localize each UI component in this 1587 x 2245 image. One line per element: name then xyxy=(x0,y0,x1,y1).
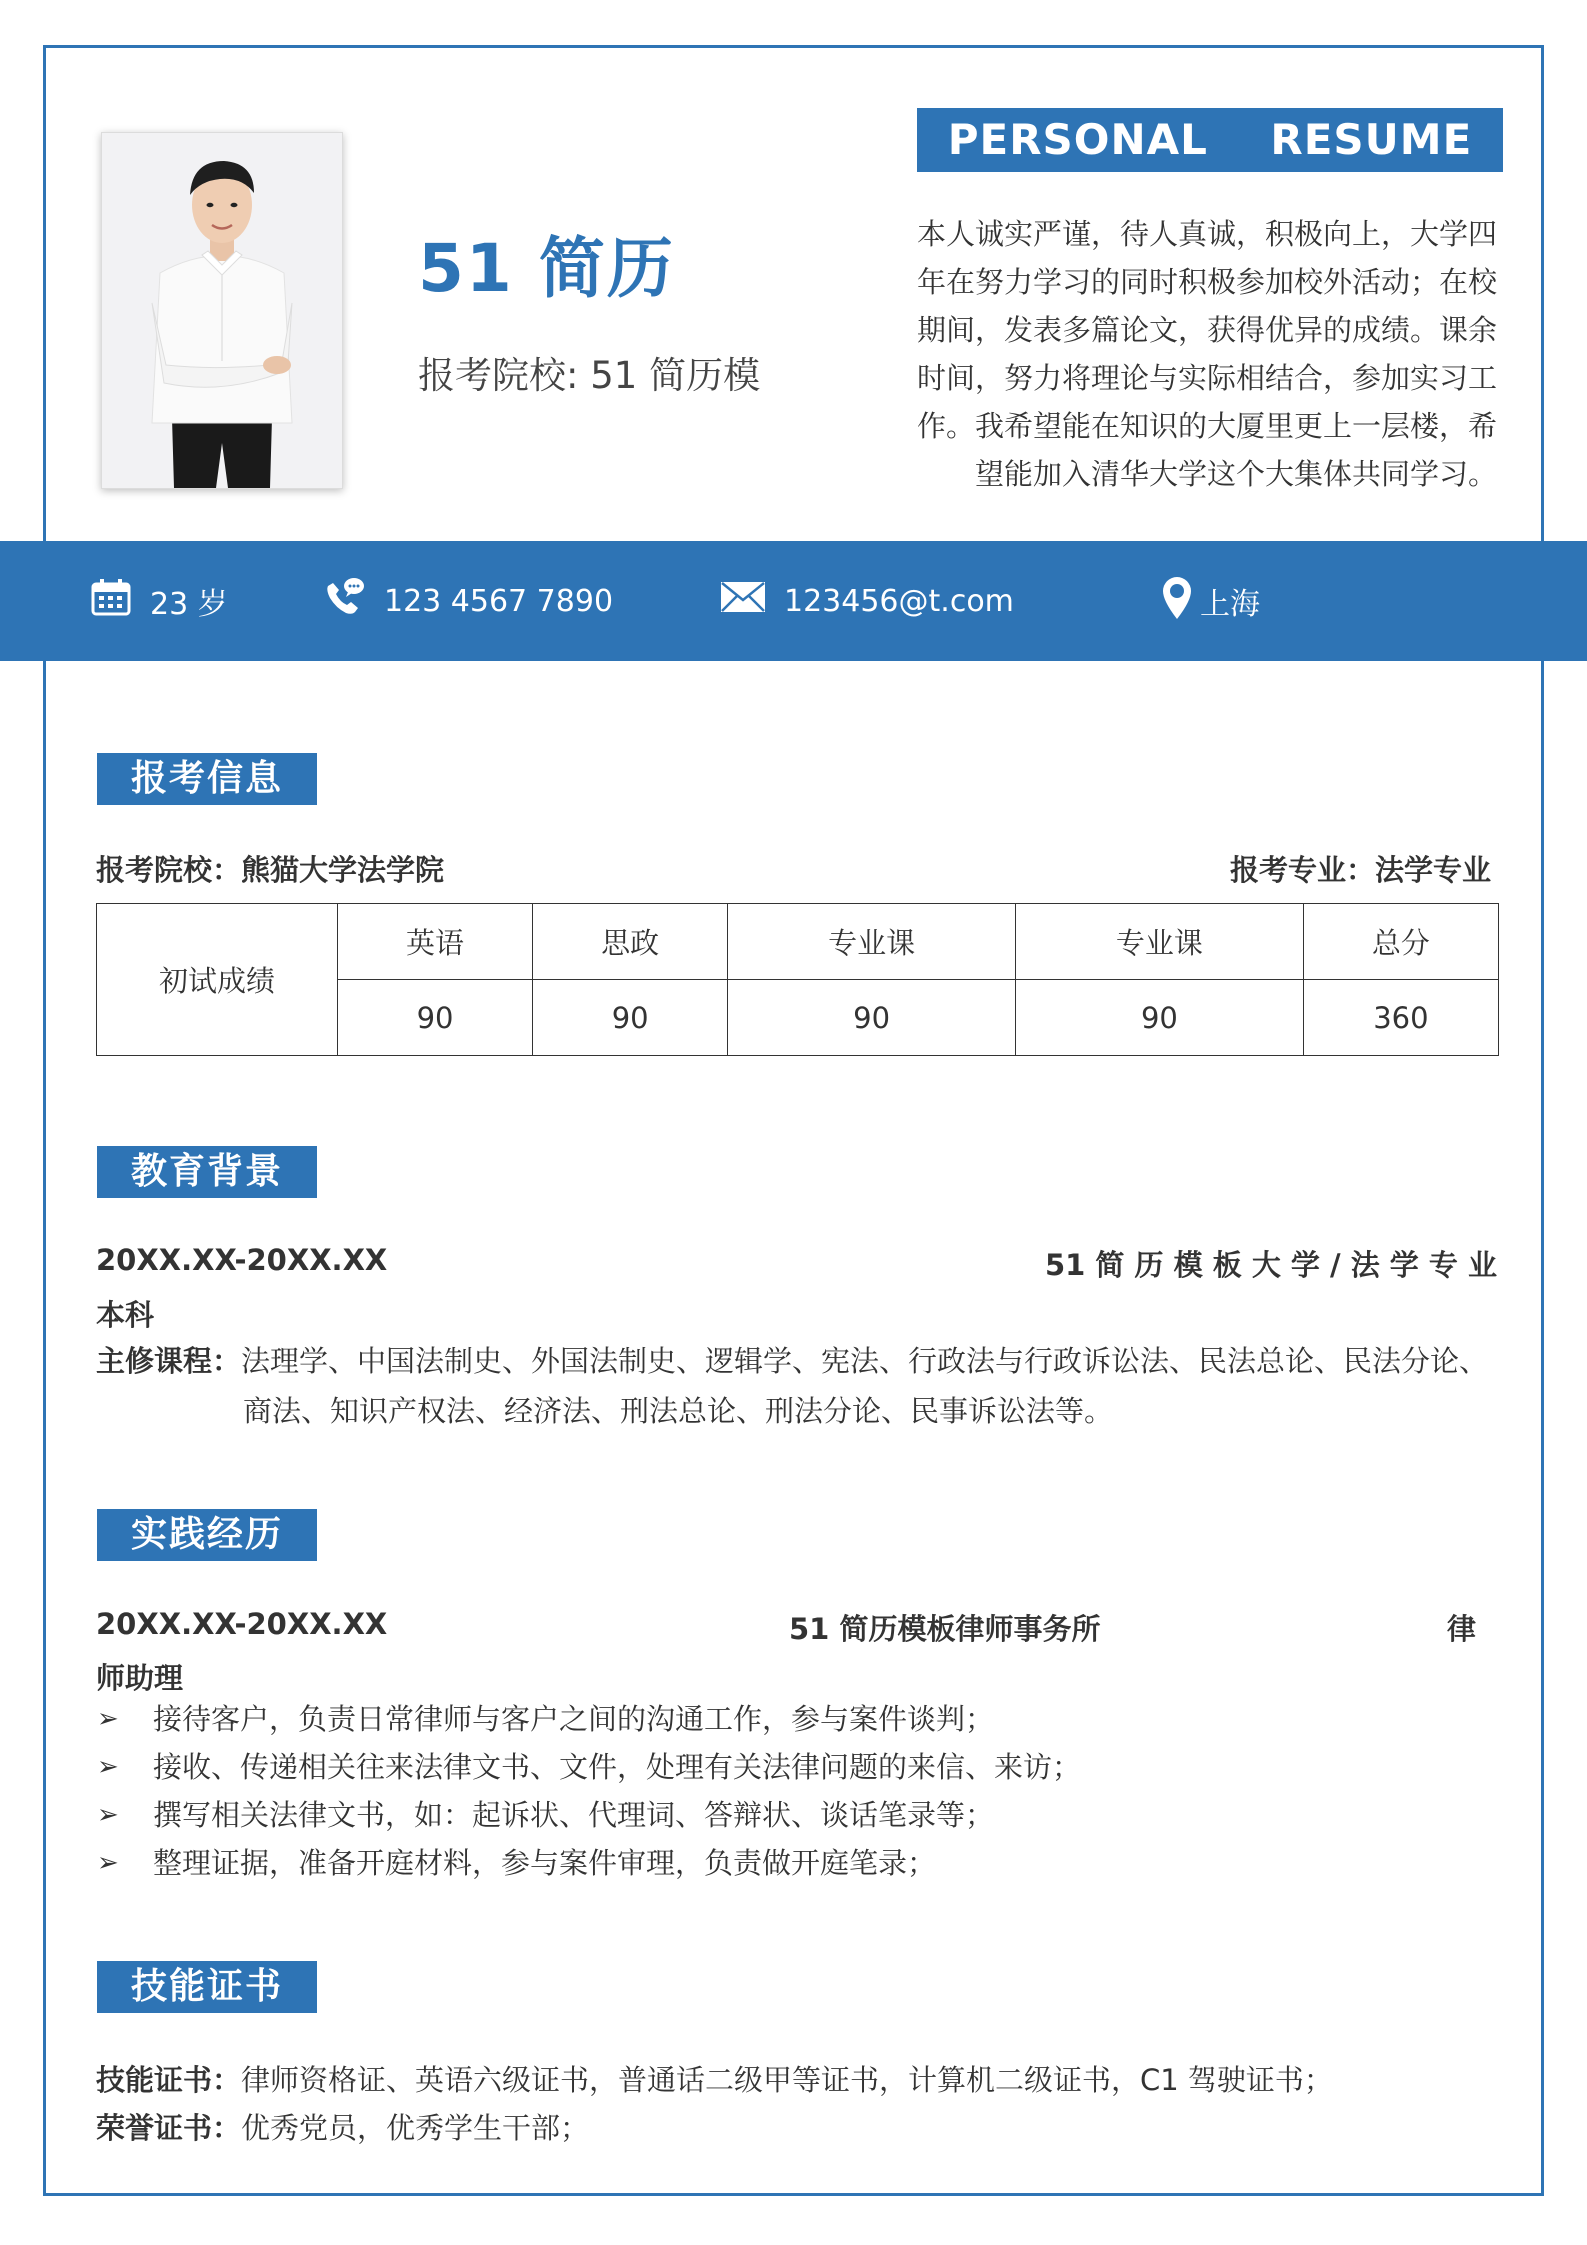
education-school-major: 51 简 历 模 板 大 学 / 法 学 专 业 xyxy=(1044,1248,1497,1282)
location-text: 上海 xyxy=(1200,587,1260,622)
honors-label: 荣誉证书： xyxy=(96,2111,242,2145)
list-item xyxy=(97,1695,1497,1743)
skills-row xyxy=(96,2055,1333,2105)
banner-text: PERSONAL RESUME xyxy=(947,115,1473,164)
intro-line: 作。我希望能在知识的大厦里更上一层楼，希 xyxy=(917,409,1498,443)
contact-location xyxy=(1158,541,1260,661)
row-label-cell: 初试成绩 xyxy=(97,904,338,1056)
table-row xyxy=(97,904,1499,980)
courses-row xyxy=(96,1336,1488,1386)
practice-role-end: 师助理 xyxy=(96,1661,184,1695)
list-item xyxy=(97,1791,1497,1839)
practice-company: 51 简历模板律师事务所 xyxy=(789,1612,1101,1646)
candidate-name: 51 简历 xyxy=(418,230,675,307)
intro-line: 年在努力学习的同时积极参加校外活动；在校 xyxy=(917,265,1498,299)
age-text: 23 岁 xyxy=(150,587,228,622)
skills-label: 技能证书： xyxy=(96,2063,242,2097)
mail-icon xyxy=(720,580,784,622)
personal-resume-banner xyxy=(917,108,1503,172)
phone-icon xyxy=(322,576,384,626)
practice-role-start: 律 xyxy=(1447,1612,1477,1646)
duty-text: 撰写相关法律文书，如：起诉状、代理词、答辩状、谈话笔录等； xyxy=(153,1798,995,1832)
phone-text: 123 4567 7890 xyxy=(384,583,614,619)
header-cell: 英语 xyxy=(338,904,533,980)
duty-text: 接收、传递相关往来法律文书、文件，处理有关法律问题的来信、来访； xyxy=(153,1750,1082,1784)
score-cell: 360 xyxy=(1303,980,1498,1056)
contact-email xyxy=(720,541,1014,661)
practice-date: 20XX.XX-20XX.XX xyxy=(96,1607,388,1641)
target-major: 报考专业：法学专业 xyxy=(1229,853,1491,887)
self-introduction xyxy=(917,210,1507,498)
header-cell: 专业课 xyxy=(1016,904,1304,980)
intro-line: 期间，发表多篇论文，获得优异的成绩。课余 xyxy=(917,313,1498,347)
intro-line: 望能加入清华大学这个大集体共同学习。 xyxy=(975,457,1498,491)
duty-text: 整理证据，准备开庭材料，参与案件审理，负责做开庭笔录； xyxy=(153,1846,937,1880)
honors-row xyxy=(96,2103,589,2153)
contact-bar xyxy=(0,541,1587,661)
header-cell: 专业课 xyxy=(728,904,1016,980)
duty-text: 接待客户，负责日常律师与客户之间的沟通工作，参与案件谈判； xyxy=(153,1702,995,1736)
calendar-icon xyxy=(90,577,150,625)
score-cell: 90 xyxy=(1016,980,1304,1056)
arrow-bullet-icon: ➢ xyxy=(97,1848,119,1878)
score-cell: 90 xyxy=(338,980,533,1056)
section-title-practice: 实践经历 xyxy=(97,1509,317,1561)
intro-line: 时间，努力将理论与实际相结合，参加实习工 xyxy=(917,361,1498,395)
section-title-skills: 技能证书 xyxy=(97,1961,317,2013)
courses-text-line1: 法理学、中国法制史、外国法制史、逻辑学、宪法、行政法与行政诉讼法、民法总论、民法分论、 xyxy=(241,1344,1489,1378)
section-title-education: 教育背景 xyxy=(97,1146,317,1198)
profile-photo xyxy=(101,132,343,489)
education-degree: 本科 xyxy=(96,1298,155,1332)
email-text: 123456@t.com xyxy=(784,583,1014,619)
honors-text: 优秀党员，优秀学生干部； xyxy=(241,2111,590,2145)
arrow-bullet-icon: ➢ xyxy=(97,1752,119,1782)
header-cell: 思政 xyxy=(533,904,728,980)
contact-age xyxy=(90,541,228,661)
courses-text-line2: 商法、知识产权法、经济法、刑法总论、刑法分论、民事诉讼法等。 xyxy=(243,1394,1114,1428)
courses-label: 主修课程： xyxy=(96,1344,242,1378)
arrow-bullet-icon: ➢ xyxy=(97,1800,119,1830)
practice-duties xyxy=(97,1695,1497,1887)
list-item xyxy=(97,1743,1497,1791)
section-title-exam-info: 报考信息 xyxy=(97,753,317,805)
arrow-bullet-icon: ➢ xyxy=(97,1704,119,1734)
score-cell: 90 xyxy=(728,980,1016,1056)
score-table xyxy=(96,903,1499,1056)
education-date: 20XX.XX-20XX.XX xyxy=(96,1243,388,1277)
contact-phone xyxy=(322,541,613,661)
score-cell: 90 xyxy=(533,980,728,1056)
header-cell: 总分 xyxy=(1303,904,1498,980)
list-item xyxy=(97,1839,1497,1887)
target-school: 报考院校：熊猫大学法学院 xyxy=(96,853,445,887)
target-school-summary: 报考院校: 51 简历模 xyxy=(418,354,761,397)
skills-text: 律师资格证、英语六级证书，普通话二级甲等证书，计算机二级证书，C1 驾驶证书； xyxy=(241,2063,1333,2097)
intro-line: 本人诚实严谨，待人真诚，积极向上，大学四 xyxy=(917,217,1498,251)
